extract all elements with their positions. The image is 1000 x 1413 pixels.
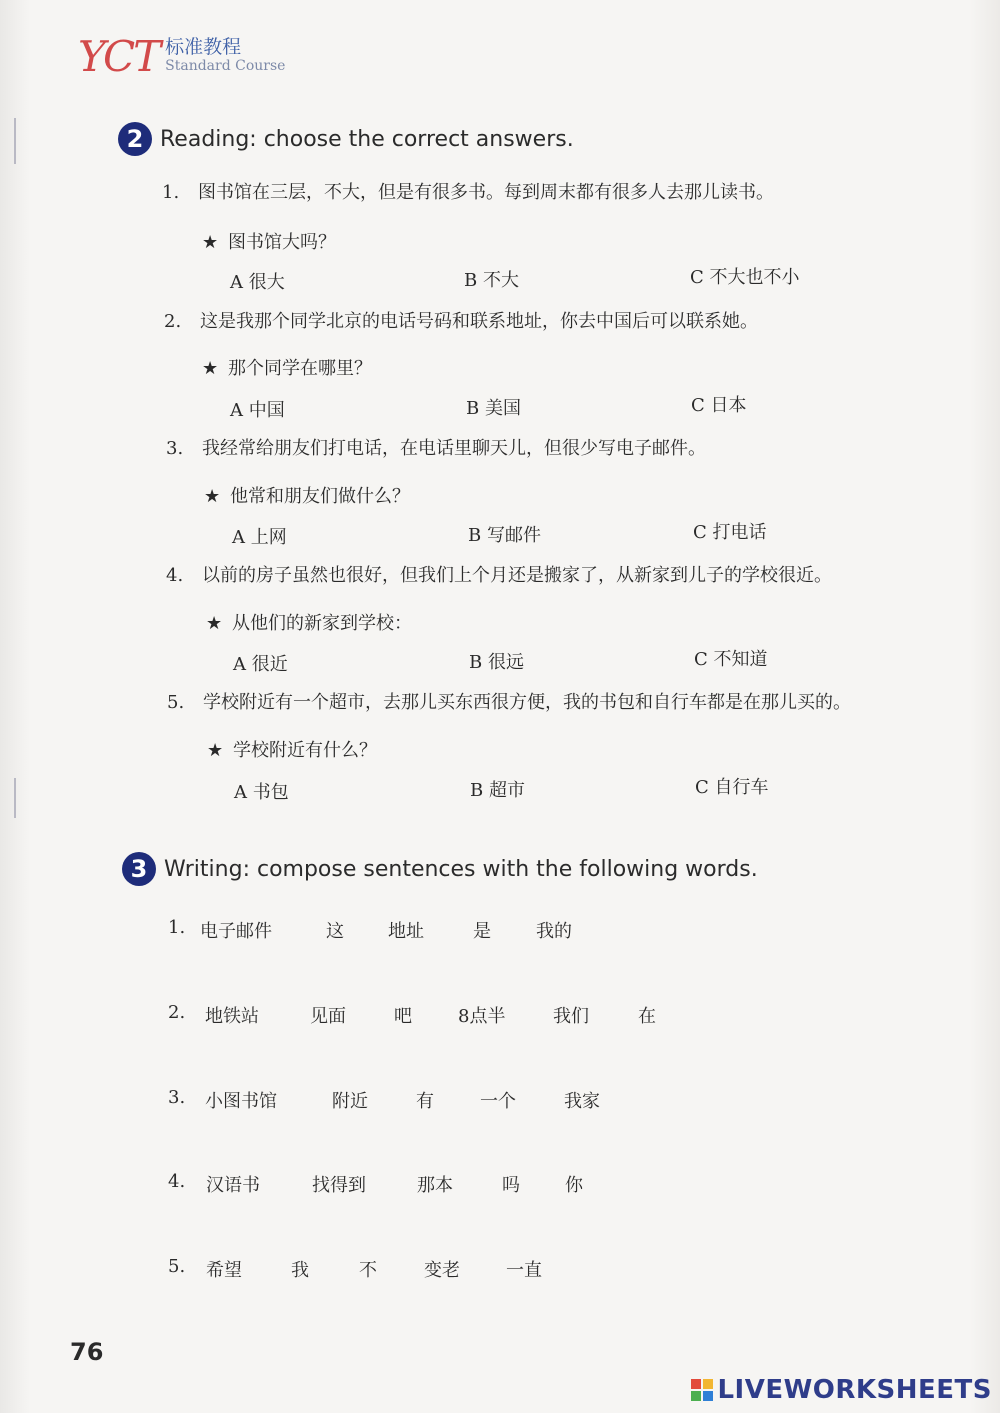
answer-option-b[interactable]: B 超市: [470, 780, 525, 801]
question-passage: 学校附近有一个超市，去那儿买东西很方便，我的书包和自行车都是在那儿买的。: [203, 692, 851, 713]
word-chip[interactable]: 一个: [480, 1091, 516, 1112]
question-number: 4.: [166, 565, 184, 586]
section-3-heading: [122, 852, 758, 886]
answer-option-c[interactable]: C 不大也不小: [690, 267, 800, 288]
question-number: 5.: [167, 692, 185, 713]
answer-option-a[interactable]: A 很大: [230, 272, 285, 293]
question-text: 学校附近有什么？: [233, 740, 377, 761]
question-passage: 图书馆在三层，不大，但是有很多书。每到周末都有很多人去那儿读书。: [198, 182, 774, 203]
question-prompt: [206, 609, 412, 635]
question-text: 他常和朋友们做什么？: [230, 486, 410, 507]
question-text: 图书馆大吗？: [228, 232, 336, 253]
question-passage: 我经常给朋友们打电话，在电话里聊天儿，但很少写电子邮件。: [202, 438, 706, 459]
section-title: Reading: choose the correct answers.: [160, 126, 574, 152]
answer-option-a[interactable]: A 书包: [234, 782, 289, 803]
star-icon: ★: [207, 740, 224, 761]
answer-option-b[interactable]: B 美国: [466, 398, 521, 419]
question-number: 1.: [162, 182, 180, 203]
word-chip[interactable]: 我家: [564, 1091, 600, 1112]
reading-question: [166, 565, 832, 587]
word-chip[interactable]: 我: [291, 1260, 309, 1281]
word-chip[interactable]: 地址: [388, 921, 424, 942]
reading-question: [166, 438, 706, 460]
word-chip[interactable]: 小图书馆: [205, 1091, 277, 1112]
question-passage: 以前的房子虽然也很好，但我们上个月还是搬家了，从新家到儿子的学校很近。: [202, 565, 832, 586]
reading-question: [162, 182, 774, 204]
word-chip[interactable]: 吧: [394, 1006, 412, 1027]
page-edge-mark: [14, 778, 16, 818]
word-chip[interactable]: 不: [359, 1260, 377, 1281]
section-2-heading: [118, 122, 574, 156]
answer-option-c[interactable]: C 自行车: [695, 777, 769, 798]
word-chip[interactable]: 有: [416, 1091, 434, 1112]
word-chip[interactable]: 那本: [417, 1175, 453, 1196]
question-number: 3.: [166, 438, 184, 459]
question-number: 2.: [164, 311, 182, 332]
writing-row: [168, 1171, 928, 1195]
answer-option-c[interactable]: C 不知道: [694, 649, 768, 670]
word-chip[interactable]: 找得到: [312, 1175, 366, 1196]
watermark-text: LIVEWORKSHEETS: [717, 1375, 992, 1405]
answer-option-b[interactable]: B 不大: [464, 270, 519, 291]
star-icon: ★: [202, 232, 219, 253]
question-prompt: [207, 736, 377, 762]
word-chip[interactable]: 电子邮件: [200, 921, 272, 942]
writing-row: [168, 1256, 928, 1280]
word-chip[interactable]: 见面: [310, 1006, 346, 1027]
word-chip[interactable]: 变老: [424, 1260, 460, 1281]
word-chip[interactable]: 这: [326, 921, 344, 942]
reading-question: [167, 692, 851, 714]
writing-row: [168, 1087, 928, 1111]
answer-option-b[interactable]: B 很远: [469, 652, 524, 673]
word-chip[interactable]: 汉语书: [206, 1175, 260, 1196]
section-title: Writing: compose sentences with the following words.: [164, 856, 758, 882]
book-title-en: Standard Course: [165, 58, 286, 74]
answer-option-a[interactable]: A 中国: [230, 400, 285, 421]
word-chip[interactable]: 我的: [536, 921, 572, 942]
star-icon: ★: [202, 358, 219, 379]
question-text: 那个同学在哪里？: [228, 358, 372, 379]
question-prompt: [204, 482, 410, 508]
star-icon: ★: [204, 486, 221, 507]
yct-logo: YCT: [78, 32, 160, 81]
answer-option-a[interactable]: A 上网: [232, 527, 287, 548]
writing-row: [168, 1002, 928, 1026]
question-prompt: [202, 354, 372, 380]
answer-option-c[interactable]: C 打电话: [693, 522, 767, 543]
liveworksheets-watermark[interactable]: [691, 1375, 992, 1405]
answer-option-a[interactable]: A 很近: [233, 654, 288, 675]
reading-question: [164, 311, 758, 333]
book-header: [78, 32, 286, 81]
section-number-badge: 3: [122, 852, 156, 886]
word-chip[interactable]: 8点半: [458, 1006, 506, 1027]
word-chip[interactable]: 地铁站: [205, 1006, 259, 1027]
answer-option-b[interactable]: B 写邮件: [468, 525, 541, 546]
writing-row: [168, 917, 928, 941]
liveworksheets-logo-icon: [691, 1379, 713, 1401]
question-passage: 这是我那个同学北京的电话号码和联系地址，你去中国后可以联系她。: [200, 311, 758, 332]
row-number: 5.: [168, 1256, 186, 1277]
answer-option-c[interactable]: C 日本: [691, 395, 747, 416]
page-number: 76: [70, 1338, 104, 1366]
word-chip[interactable]: 我们: [553, 1006, 589, 1027]
word-chip[interactable]: 你: [565, 1175, 583, 1196]
word-chip[interactable]: 在: [638, 1006, 656, 1027]
section-number-badge: 2: [118, 122, 152, 156]
row-number: 1.: [168, 917, 186, 938]
word-chip[interactable]: 一直: [506, 1260, 542, 1281]
word-chip[interactable]: 附近: [332, 1091, 368, 1112]
word-chip[interactable]: 是: [473, 921, 491, 942]
row-number: 4.: [168, 1171, 186, 1192]
page-edge-mark: [14, 118, 16, 164]
question-prompt: [202, 228, 336, 254]
word-chip[interactable]: 吗: [502, 1175, 520, 1196]
word-chip[interactable]: 希望: [206, 1260, 242, 1281]
question-text: 从他们的新家到学校：: [232, 613, 412, 634]
book-title-cn: 标准教程: [165, 36, 242, 58]
row-number: 2.: [168, 1002, 186, 1023]
row-number: 3.: [168, 1087, 186, 1108]
star-icon: ★: [206, 613, 223, 634]
book-title: [165, 36, 285, 74]
